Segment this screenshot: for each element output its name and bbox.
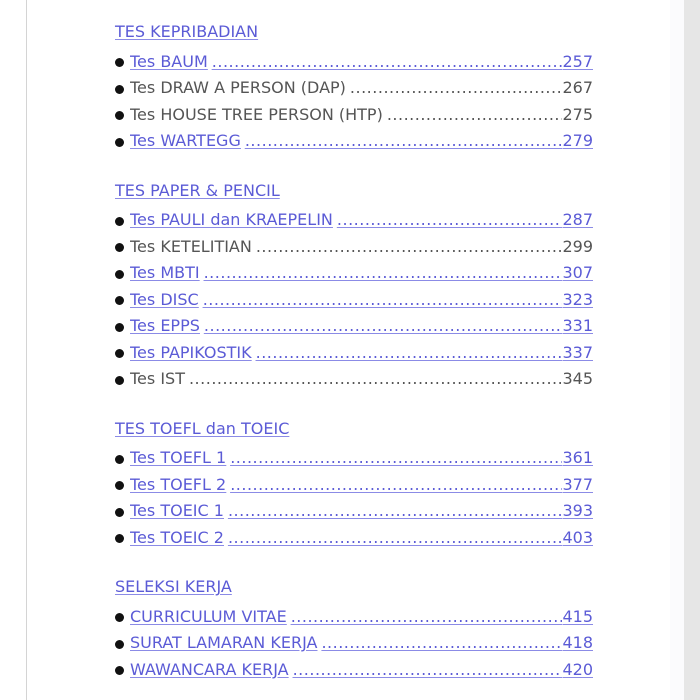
entry-label: Tes TOEIC 2	[130, 527, 224, 547]
toc-entry[interactable]	[115, 445, 593, 472]
entry-page-number: 420	[562, 659, 593, 679]
dot-leader	[252, 234, 563, 261]
entry-label: WAWANCARA KERJA	[130, 659, 289, 679]
bullet-icon	[115, 111, 124, 120]
bullet-icon	[115, 455, 124, 464]
section-title-link[interactable]: TES TOEFL dan TOEIC	[115, 418, 290, 438]
toc-section-toefl-toeic	[115, 419, 593, 552]
section-title-link[interactable]: TES KEPRIBADIAN	[115, 22, 259, 41]
toc-entry[interactable]	[115, 604, 593, 631]
toc-entry[interactable]	[115, 287, 593, 314]
bullet-icon	[115, 85, 124, 94]
page-right-edge	[670, 0, 684, 700]
toc-entry	[115, 75, 593, 102]
toc-entry	[115, 366, 593, 393]
entry-label: Tes KETELITIAN	[130, 236, 252, 256]
entry-label: Tes DRAW A PERSON (DAP)	[130, 78, 346, 97]
entry-page-number: 361	[562, 448, 593, 467]
viewer-side-panel	[684, 0, 700, 700]
toc-section-paper-pencil	[115, 181, 593, 393]
entry-page-number: 377	[562, 474, 593, 494]
entry-page-number: 275	[562, 104, 593, 124]
bullet-icon	[115, 58, 124, 67]
dot-leader	[185, 366, 562, 393]
entry-page-number: 267	[562, 78, 593, 97]
entry-label: CURRICULUM VITAE	[130, 606, 287, 626]
entry-page-number: 403	[562, 527, 593, 547]
dot-leader	[317, 630, 562, 657]
toc-section-seleksi-kerja	[115, 577, 593, 683]
entry-label: Tes PAULI dan KRAEPELIN	[130, 210, 333, 229]
entry-label: SURAT LAMARAN KERJA	[130, 633, 318, 652]
dot-leader	[252, 340, 563, 367]
entry-label: Tes TOEFL 1	[130, 448, 227, 467]
dot-leader	[346, 75, 563, 102]
toc-entry[interactable]	[115, 472, 593, 499]
entry-page-number: 337	[562, 342, 593, 362]
toc-entry[interactable]	[115, 260, 593, 287]
dot-leader	[333, 207, 563, 234]
toc-section-kepribadian	[115, 22, 593, 155]
toc-entry[interactable]	[115, 207, 593, 234]
page-left-border	[26, 0, 27, 700]
entry-page-number: 257	[562, 51, 593, 71]
dot-leader	[200, 260, 563, 287]
dot-leader	[226, 445, 562, 472]
toc-entry[interactable]	[115, 49, 593, 76]
entry-page-number: 287	[562, 210, 593, 229]
entry-page-number: 393	[562, 501, 593, 520]
entry-page-number: 323	[562, 289, 593, 309]
entry-page-number: 279	[562, 131, 593, 150]
bullet-icon	[115, 534, 124, 543]
toc-entry[interactable]	[115, 340, 593, 367]
bullet-icon	[115, 613, 124, 622]
bullet-icon	[115, 508, 124, 517]
dot-leader	[224, 498, 563, 525]
section-title-link[interactable]: TES PAPER & PENCIL	[115, 180, 280, 200]
entry-label: Tes IST	[130, 369, 185, 388]
entry-label: Tes HOUSE TREE PERSON (HTP)	[130, 104, 383, 124]
bullet-icon	[115, 243, 124, 252]
toc-entry[interactable]	[115, 630, 593, 657]
dot-leader	[200, 313, 563, 340]
entry-label: Tes TOEFL 2	[130, 474, 227, 494]
entry-label: Tes BAUM	[130, 51, 208, 71]
section-title-link[interactable]: SELEKSI KERJA	[115, 577, 232, 596]
entry-label: Tes PAPIKOSTIK	[130, 342, 252, 362]
toc-entry[interactable]	[115, 313, 593, 340]
dot-leader	[208, 49, 563, 76]
entry-label: Tes WARTEGG	[130, 131, 241, 150]
bullet-icon	[115, 349, 124, 358]
entry-label: Tes EPPS	[130, 316, 200, 335]
entry-page-number: 307	[562, 263, 593, 282]
entry-page-number: 331	[562, 316, 593, 335]
entry-label: Tes DISC	[130, 289, 199, 309]
bullet-icon	[115, 481, 124, 490]
bullet-icon	[115, 270, 124, 279]
bullet-icon	[115, 323, 124, 332]
table-of-contents	[115, 22, 593, 700]
bullet-icon	[115, 138, 124, 147]
entry-page-number: 345	[562, 369, 593, 388]
toc-entry	[115, 102, 593, 129]
dot-leader	[224, 525, 563, 552]
bullet-icon	[115, 640, 124, 649]
toc-entry[interactable]	[115, 525, 593, 552]
dot-leader	[241, 128, 563, 155]
toc-entry[interactable]	[115, 128, 593, 155]
bullet-icon	[115, 217, 124, 226]
entry-page-number: 415	[562, 606, 593, 626]
entry-page-number: 418	[562, 633, 593, 652]
dot-leader	[199, 287, 563, 314]
entry-page-number: 299	[562, 236, 593, 256]
entry-label: Tes TOEIC 1	[130, 501, 224, 520]
entry-label: Tes MBTI	[130, 263, 200, 282]
toc-entry	[115, 234, 593, 261]
dot-leader	[226, 472, 562, 499]
bullet-icon	[115, 666, 124, 675]
dot-leader	[383, 102, 563, 129]
dot-leader	[287, 604, 563, 631]
toc-entry[interactable]	[115, 657, 593, 684]
toc-entry[interactable]	[115, 498, 593, 525]
bullet-icon	[115, 376, 124, 385]
dot-leader	[289, 657, 563, 684]
bullet-icon	[115, 296, 124, 305]
